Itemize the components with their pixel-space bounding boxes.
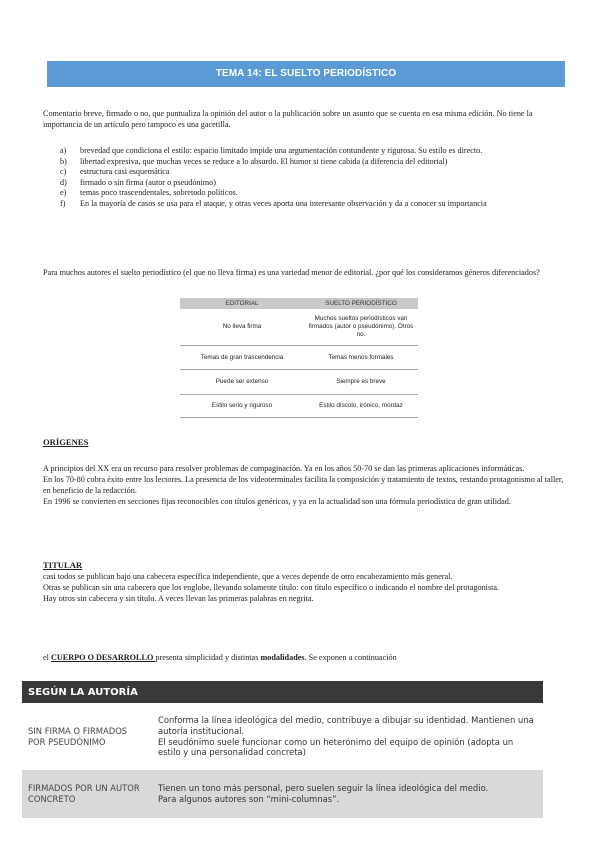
paragraph: En 1996 se convierten en secciones fijas reconocibles con títulos genéricos, y ya en la actualidad son una fórmula periodística de gran utilidad.: [43, 497, 511, 506]
autoria-description: [152, 770, 543, 818]
list-item-text: estructura casi esquemática: [80, 167, 170, 177]
table-cell: Puede ser extenso: [180, 370, 304, 395]
list-marker: c): [60, 167, 67, 177]
description-line: Para algunos autores son “mini-columnas”.: [158, 794, 340, 804]
list-marker: a): [60, 146, 67, 155]
list-marker: f): [60, 198, 66, 208]
list-item-text: temas poco trascendentales, sobretodo políticos.: [80, 188, 238, 198]
table-header-row: [180, 298, 418, 309]
table-row: [180, 395, 418, 418]
cuerpo-mid: presenta simplicidad y distintas: [155, 653, 261, 662]
table-cell: Temas menos formales: [304, 346, 418, 370]
column-header-suelto: SUELTO PERIODÍSTICO: [304, 298, 418, 309]
list-item: [60, 199, 565, 209]
cuerpo-paragraph: [43, 652, 568, 663]
list-marker: e): [60, 188, 67, 198]
features-list: [60, 146, 565, 210]
paragraph: Otras se publican sin una cabecera que los englobe, llevando solamente título: con título específico o indicando el nombre del protagonista.: [43, 583, 500, 592]
list-item-text: firmado o sin firma (autor o pseudónimo): [80, 177, 216, 187]
autoria-label: FIRMADOS POR UN AUTOR CONCRETO: [22, 770, 152, 818]
comparison-table: [180, 298, 418, 418]
paragraph: A principios del XX era un recurso para resolver problemas de compaginación. Ya en los años 50-70 se dan las primeras aplicaciones informáticas.: [43, 464, 525, 473]
origenes-section: [43, 463, 568, 507]
autoria-table: [22, 681, 543, 818]
list-item-text: En la mayoría de casos se usa para el ataque, y otras veces aporta una interesante observación y da a conocer su importancia: [80, 198, 487, 208]
list-item: [60, 157, 565, 167]
table-row: [180, 309, 418, 346]
list-item: [60, 146, 565, 156]
list-marker: b): [60, 156, 67, 166]
table-row: [22, 770, 543, 818]
table-row: [22, 703, 543, 770]
column-header-editorial: EDITORIAL: [180, 298, 304, 309]
table-cell: Siempre es breve: [304, 370, 418, 395]
description-line: Tienen un tono más personal, pero suelen seguir la línea ideológica del medio.: [158, 783, 489, 794]
table-cell: Muchos sueltos periodísticos van firmados (autor o pseudónimo). Otros no.: [304, 309, 418, 346]
table-row: [180, 370, 418, 395]
list-item: [60, 167, 565, 177]
intro-paragraph: Comentario breve, firmado o no, que puntualiza la opinión del autor o la publicación sobre un asunto que se cuenta en esa misma edición. No tiene la importancia de un artículo pero tampoco es una gacetilla.: [43, 109, 533, 129]
table-cell: Temas de gran trascendencia: [180, 346, 304, 370]
autoria-description: [152, 703, 543, 770]
question-paragraph: Para muchos autores el suelto periodístico (el que no lleva firma) es una variedad menor de editorial. ¿por qué los consideramos géneros diferenciados?: [43, 268, 540, 277]
list-item: [60, 188, 565, 198]
document-title: TEMA 14: EL SUELTO PERIODÍSTICO: [47, 61, 565, 87]
autoria-label: SIN FIRMA O FIRMADOS POR PSEUDÓNIMO: [22, 703, 152, 770]
list-item-text: brevedad que condiciona el estilo: espacio limitado impide una argumentación contundente y rigurosa. Su estilo es directo.: [80, 146, 483, 155]
section-heading-origenes: ORÍGENES: [43, 437, 89, 447]
section-heading-titular: TITULAR: [43, 560, 83, 570]
table-cell: No lleva firma: [180, 309, 304, 346]
description-line: El seudónimo suele funcionar como un heterónimo del equipo de opinión (adopta un estilo y una personalidad concreta): [158, 736, 514, 758]
cuerpo-bold: modalidades: [260, 653, 305, 662]
table-cell: Estilo serio y riguroso: [180, 395, 304, 418]
titular-section: [43, 571, 568, 604]
cuerpo-heading: CUERPO O DESARROLLO: [50, 653, 156, 662]
paragraph: Hay otros sin cabecera y sin título. A veces llevan las primeras palabras en negrita.: [43, 594, 314, 603]
autoria-header-row: [22, 681, 543, 703]
paragraph: casi todos se publican bajo una cabecera específica independiente, que a veces depende de otro encabezamiento más general.: [43, 572, 453, 581]
list-marker: d): [60, 177, 67, 187]
list-item: [60, 178, 565, 188]
autoria-heading: SEGÚN LA AUTORÍA: [22, 681, 543, 703]
list-item-text: libertad expresiva, que muchas veces se reduce a lo absurdo. El humor si tiene cabida (a diferencia del editorial): [80, 156, 448, 166]
cuerpo-pre: el: [43, 653, 51, 662]
table-cell: Estilo díscolo, irónico, mordaz: [304, 395, 418, 418]
table-row: [180, 346, 418, 370]
cuerpo-post: . Se exponen a continuación: [304, 653, 397, 662]
description-line: Conforma la línea ideológica del medio, contribuye a dibujar su identidad. Mantienen una autoría institucional.: [158, 715, 534, 736]
paragraph: En los 70-80 cobra éxito entre los lectores. La presencia de los videoterminales facilita la composición y tratamiento de textos, restando protagonismo al taller, en beneficio de la redacción.: [43, 475, 564, 495]
